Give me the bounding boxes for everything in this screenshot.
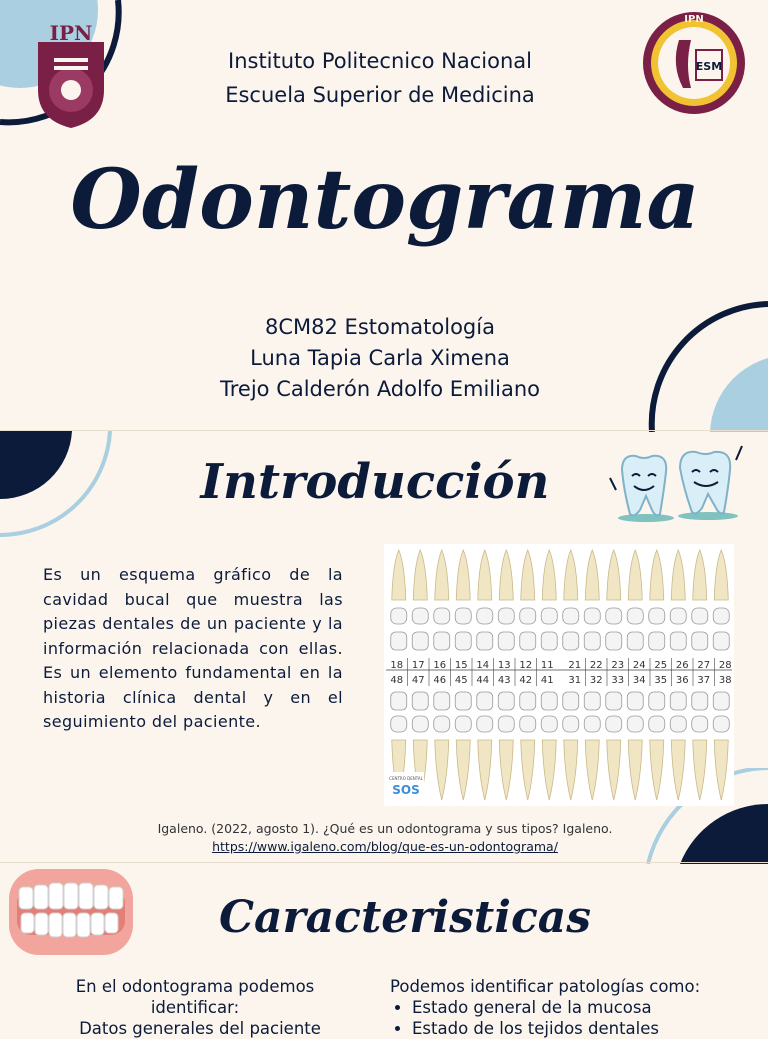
decor-mid-right (640, 300, 768, 432)
lower-occlusal-view (455, 716, 471, 732)
upper-occlusal-view (520, 608, 536, 624)
caracteristicas-left-intro: En el odontograma podemos identificar: (75, 977, 315, 1017)
lower-occlusal-view (584, 716, 600, 732)
caracteristicas-heading: Caracteristicas (218, 892, 592, 943)
lower-front-view (627, 692, 643, 710)
lower-front-view (520, 692, 536, 710)
lower-tooth (607, 740, 621, 800)
lower-tooth (714, 740, 728, 800)
ipn-logo-text: IPN (49, 21, 93, 45)
upper-occlusal-view (713, 608, 729, 624)
upper-front-view (563, 632, 579, 650)
upper-front-view (713, 632, 729, 650)
lower-occlusal-view (563, 716, 579, 732)
upper-occlusal-view (498, 608, 514, 624)
tooth-number-upper: 24 (632, 660, 646, 671)
tooth-number-upper: 15 (454, 660, 468, 671)
upper-tooth (521, 550, 535, 600)
upper-front-view (498, 632, 514, 650)
page-title: Odontograma (70, 152, 700, 248)
lower-front-view (455, 692, 471, 710)
lower-front-view (434, 692, 450, 710)
intro-paragraph: Es un esquema gráfico de la cavidad bucal que muestra las piezas dentales de un paciente y la información relacionada con ellas. Es un elemento fundamental en la historia clínica dental y en el seguimiento del paciente. (43, 565, 343, 731)
upper-tooth (564, 550, 578, 600)
upper-front-view (627, 632, 643, 650)
lower-front-view (541, 692, 557, 710)
lower-tooth (650, 740, 664, 800)
lower-tooth (499, 740, 513, 800)
upper-occlusal-view (563, 608, 579, 624)
lower-occlusal-view (520, 716, 536, 732)
upper-occlusal-view (412, 608, 428, 624)
upper-tooth (478, 550, 492, 600)
tooth-number-lower: 33 (611, 675, 625, 686)
lower-tooth (671, 740, 685, 800)
tooth-number-upper: 13 (497, 660, 511, 671)
lower-occlusal-view (670, 716, 686, 732)
tooth-number-upper: 14 (476, 660, 490, 671)
upper-tooth (456, 550, 470, 600)
author-2: Trejo Calderón Adolfo Emiliano (220, 377, 540, 401)
upper-tooth (671, 550, 685, 600)
upper-occlusal-view (434, 608, 450, 624)
institution-line-2: Escuela Superior de Medicina (225, 83, 535, 107)
upper-front-view (606, 632, 622, 650)
tooth-number-upper: 21 (568, 660, 582, 671)
tooth-number-lower: 46 (433, 675, 447, 686)
caracteristicas-left-item: Datos generales del paciente (79, 1019, 321, 1038)
tooth-number-upper: 17 (411, 660, 425, 671)
upper-occlusal-view (477, 608, 493, 624)
lower-occlusal-view (649, 716, 665, 732)
upper-front-view (541, 632, 557, 650)
upper-occlusal-view (627, 608, 643, 624)
course-line: 8CM82 Estomatología (265, 315, 495, 339)
upper-front-view (670, 632, 686, 650)
tooth-number-upper: 18 (390, 660, 404, 671)
lower-occlusal-view (391, 716, 407, 732)
tooth-number-upper: 11 (540, 660, 554, 671)
pathology-item: • Estado general de la mucosa (412, 997, 752, 1018)
upper-tooth (499, 550, 513, 600)
upper-front-view (520, 632, 536, 650)
upper-tooth (714, 550, 728, 600)
lower-occlusal-view (713, 716, 729, 732)
lower-tooth (564, 740, 578, 800)
reference-citation: Igaleno. (2022, agosto 1). ¿Qué es un odontograma y sus tipos? Igaleno. (157, 821, 613, 836)
section-divider (0, 862, 768, 863)
tooth-number-lower: 34 (632, 675, 646, 686)
pathology-list (392, 997, 752, 1039)
chart-logo: SOS (392, 783, 420, 797)
tooth-number-lower: 45 (454, 675, 468, 686)
tooth-number-upper: 22 (589, 660, 603, 671)
decor-intro-left (0, 431, 120, 541)
tooth-number-lower: 32 (589, 675, 603, 686)
smiling-teeth-illustration (606, 440, 746, 524)
tooth-number-upper: 16 (433, 660, 447, 671)
upper-front-view (455, 632, 471, 650)
esm-logo (641, 10, 747, 116)
lower-tooth (585, 740, 599, 800)
chart-logo-caption: CENTRO DENTAL (389, 776, 423, 781)
lower-occlusal-view (692, 716, 708, 732)
lower-front-view (563, 692, 579, 710)
upper-front-view (391, 632, 407, 650)
lower-occlusal-view (627, 716, 643, 732)
lower-tooth (456, 740, 470, 800)
lower-occlusal-view (606, 716, 622, 732)
lower-front-view (606, 692, 622, 710)
tooth-number-lower: 43 (497, 675, 511, 686)
tooth-number-lower: 48 (390, 675, 404, 686)
esm-logo-text: ESM (695, 60, 723, 73)
caracteristicas-right-intro: Podemos identificar patologías como: (390, 977, 701, 996)
tooth-number-upper: 12 (519, 660, 533, 671)
tooth-number-lower: 42 (519, 675, 533, 686)
upper-front-view (649, 632, 665, 650)
tooth-number-upper: 26 (675, 660, 689, 671)
author-1: Luna Tapia Carla Ximena (250, 346, 510, 370)
lower-tooth (435, 740, 449, 800)
ipn-logo (32, 20, 110, 132)
upper-tooth (585, 550, 599, 600)
reference-link[interactable]: https://www.igaleno.com/blog/que-es-un-odontograma/ (212, 839, 558, 854)
tooth-number-lower: 37 (697, 675, 711, 686)
lower-front-view (692, 692, 708, 710)
upper-tooth (650, 550, 664, 600)
odontogram-chart (384, 544, 734, 806)
reference-link-wrap (100, 838, 670, 856)
tooth-number-upper: 23 (611, 660, 625, 671)
lower-front-view (670, 692, 686, 710)
lower-tooth (521, 740, 535, 800)
upper-front-view (434, 632, 450, 650)
institution-line-1: Instituto Politecnico Nacional (228, 49, 532, 73)
lower-front-view (498, 692, 514, 710)
tooth-number-lower: 41 (540, 675, 554, 686)
tooth-number-lower: 31 (568, 675, 582, 686)
upper-occlusal-view (391, 608, 407, 624)
lower-front-view (584, 692, 600, 710)
upper-occlusal-view (606, 608, 622, 624)
upper-occlusal-view (670, 608, 686, 624)
tooth-number-lower: 38 (718, 675, 732, 686)
upper-occlusal-view (455, 608, 471, 624)
tooth-number-lower: 36 (675, 675, 689, 686)
upper-tooth (392, 550, 406, 600)
upper-occlusal-view (584, 608, 600, 624)
lower-tooth (542, 740, 556, 800)
intro-heading: Introducción (200, 454, 550, 510)
lower-front-view (391, 692, 407, 710)
lower-front-view (649, 692, 665, 710)
tooth-number-upper: 25 (654, 660, 668, 671)
upper-occlusal-view (692, 608, 708, 624)
upper-tooth (628, 550, 642, 600)
lower-occlusal-view (434, 716, 450, 732)
upper-tooth (542, 550, 556, 600)
lower-tooth (693, 740, 707, 800)
lower-occlusal-view (412, 716, 428, 732)
lower-occlusal-view (498, 716, 514, 732)
pathology-item: • Estado de los tejidos dentales (412, 1018, 752, 1039)
tooth-number-lower: 47 (411, 675, 425, 686)
lower-tooth (478, 740, 492, 800)
upper-front-view (477, 632, 493, 650)
upper-tooth (413, 550, 427, 600)
esm-logo-top-text: IPN (684, 14, 704, 25)
lower-front-view (477, 692, 493, 710)
tooth-number-lower: 35 (654, 675, 668, 686)
upper-front-view (584, 632, 600, 650)
lower-occlusal-view (477, 716, 493, 732)
upper-occlusal-view (541, 608, 557, 624)
teeth-smile-illustration (5, 865, 137, 960)
lower-occlusal-view (541, 716, 557, 732)
lower-tooth (628, 740, 642, 800)
upper-tooth (607, 550, 621, 600)
upper-front-view (412, 632, 428, 650)
upper-front-view (692, 632, 708, 650)
upper-tooth (435, 550, 449, 600)
lower-front-view (412, 692, 428, 710)
tooth-number-upper: 27 (697, 660, 711, 671)
tooth-number-upper: 28 (718, 660, 732, 671)
upper-tooth (693, 550, 707, 600)
lower-front-view (713, 692, 729, 710)
upper-occlusal-view (649, 608, 665, 624)
tooth-number-lower: 44 (476, 675, 490, 686)
